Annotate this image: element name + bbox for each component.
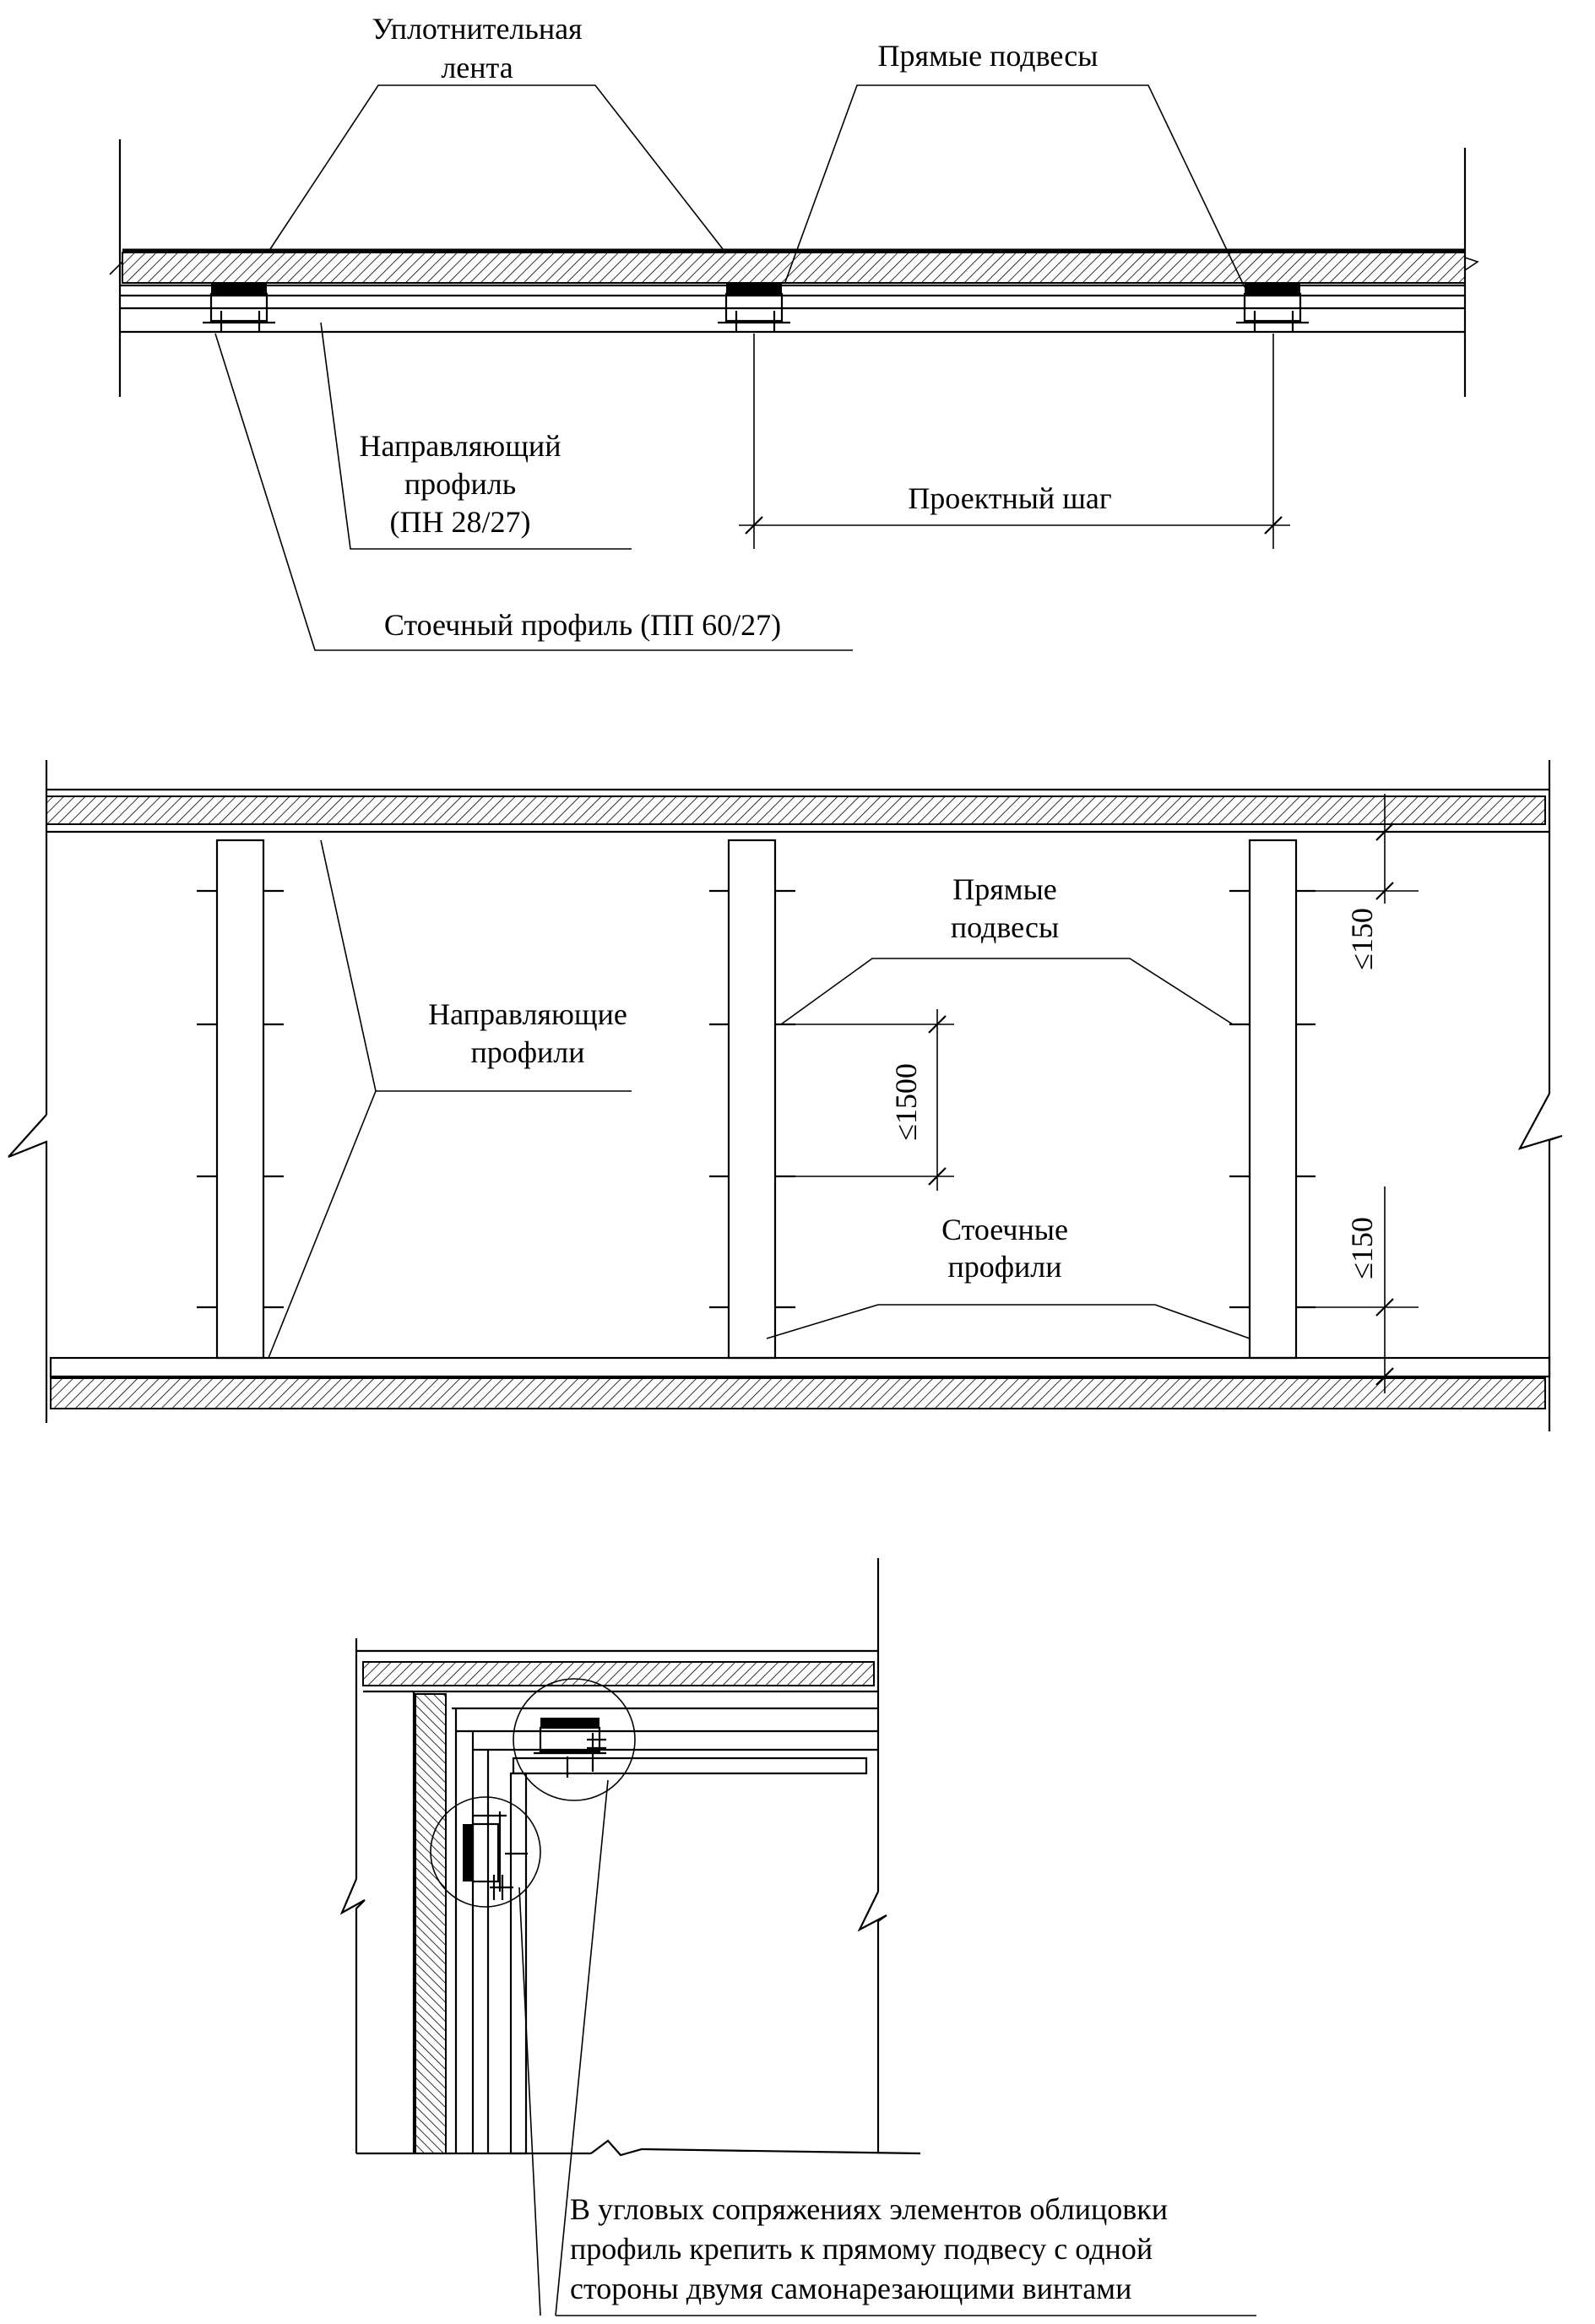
section-view-1 bbox=[110, 12, 1478, 650]
dim-1500-label: ≤1500 bbox=[889, 1063, 923, 1141]
stud-2 bbox=[729, 840, 775, 1358]
direct-hangers-label: Прямые подвесы bbox=[877, 39, 1099, 73]
detail-wall-profile bbox=[511, 1773, 526, 2153]
sealing-tape-label-1: Уплотнительная bbox=[372, 12, 583, 46]
guide-profile-label-3: (ПН 28/27) bbox=[389, 505, 531, 539]
stud-3 bbox=[1250, 840, 1296, 1358]
stud-profiles-label-1: Стоечные bbox=[941, 1213, 1068, 1246]
bottom-board bbox=[51, 1378, 1545, 1409]
corner-detail bbox=[342, 1558, 1256, 2316]
top-board bbox=[46, 796, 1545, 824]
stud-1 bbox=[217, 840, 263, 1358]
plan-direct-hangers-label-1: Прямые bbox=[952, 872, 1057, 906]
corner-note-line-1: В угловых сопряжениях элементов облицовки bbox=[570, 2192, 1169, 2226]
guide-profile-label-1: Направляющий bbox=[359, 429, 562, 463]
corner-note-line-3: стороны двумя самонарезающими винтами bbox=[570, 2272, 1132, 2305]
guide-profile-label-2: профиль bbox=[404, 467, 517, 501]
dim-150-top-label: ≤150 bbox=[1345, 908, 1379, 970]
detail-circle-top bbox=[513, 1679, 635, 1800]
guide-profiles-label-2: профили bbox=[470, 1035, 585, 1069]
detail-ceiling-profile bbox=[513, 1758, 866, 1773]
detail-ceiling-slab bbox=[363, 1662, 874, 1686]
detail-circle-left bbox=[431, 1797, 540, 1907]
bottom-guide bbox=[51, 1358, 1549, 1376]
design-pitch-label: Проектный шаг bbox=[908, 481, 1112, 515]
guide-profiles-label-1: Направляющие bbox=[428, 997, 627, 1031]
dim-150-bottom-label: ≤150 bbox=[1345, 1217, 1379, 1279]
stud-profiles-label-2: профили bbox=[947, 1250, 1062, 1284]
stud-profile-label: Стоечный профиль (ПП 60/27) bbox=[383, 608, 782, 642]
plan-direct-hangers-label-2: подвесы bbox=[950, 910, 1060, 944]
detail-wall-board bbox=[415, 1694, 446, 2153]
plan-view bbox=[8, 760, 1562, 1431]
corner-note-line-2: профиль крепить к прямому подвесу с одной bbox=[570, 2232, 1153, 2266]
sealing-tape-label-2: лента bbox=[441, 51, 513, 84]
